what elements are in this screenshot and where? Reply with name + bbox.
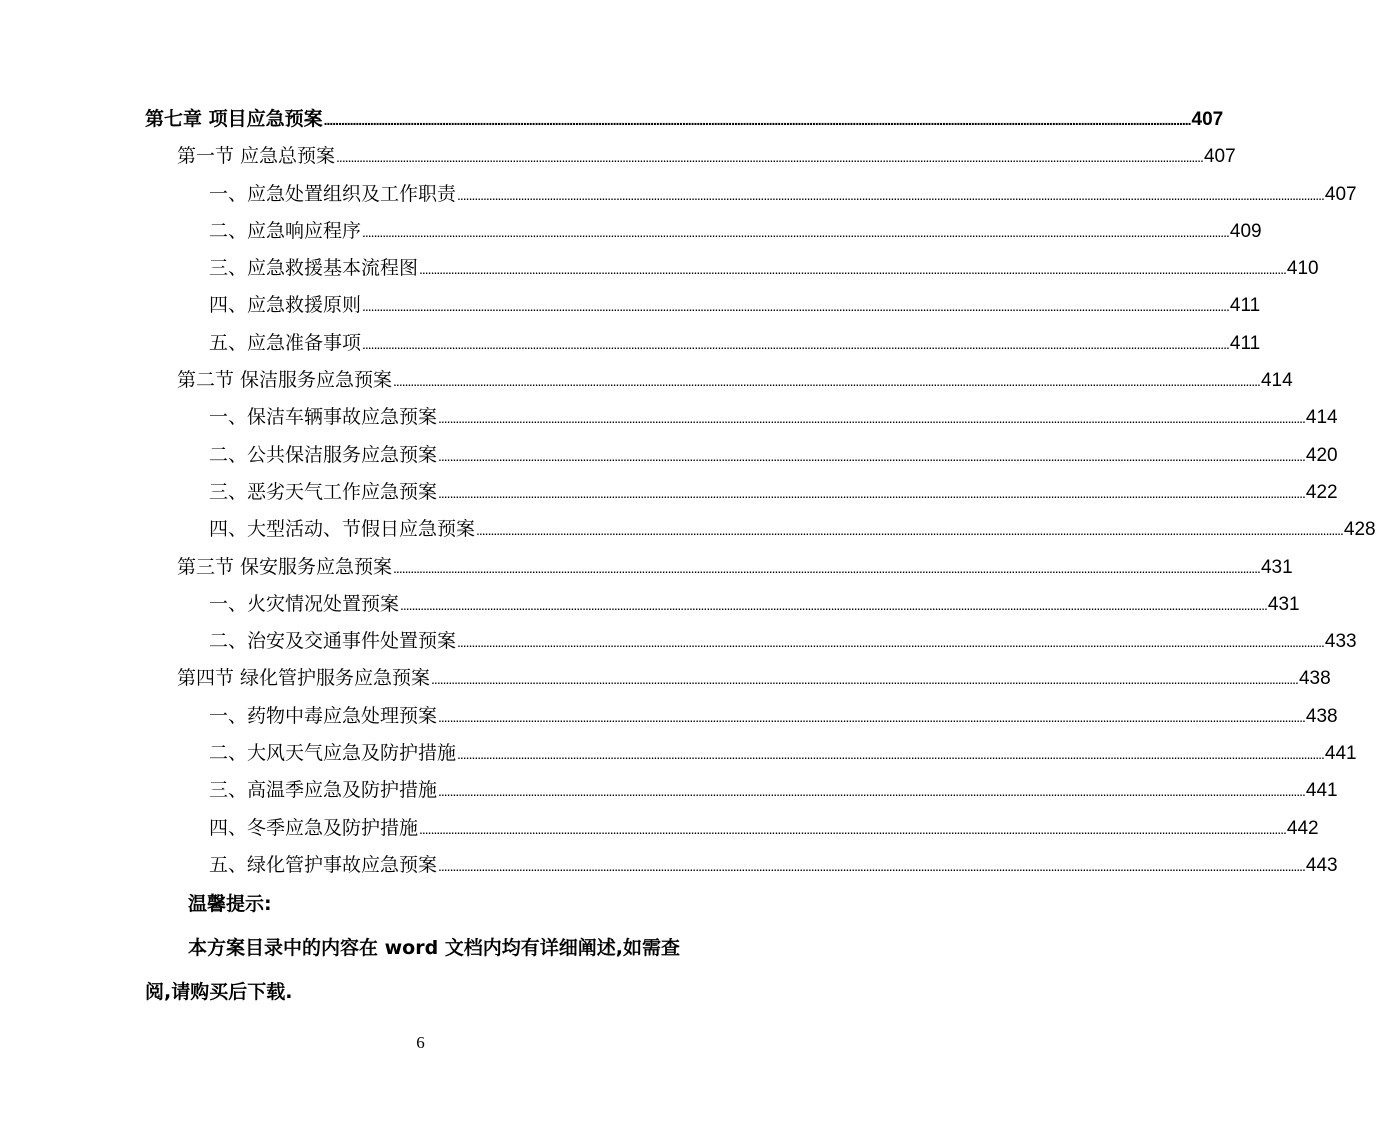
toc-entry[interactable] <box>145 402 1338 439</box>
toc-dot-leader: ............................................................................................................................................................................................................................................................................................................ <box>431 671 1298 688</box>
toc-dot-leader: ............................................................................................................................................................................................................................................................................................................ <box>336 149 1203 166</box>
toc-entry-page: 410 <box>1286 258 1319 280</box>
toc-entry[interactable] <box>145 589 1300 626</box>
toc-entry-title: 二、治安及交通事件处置预案 <box>209 630 457 653</box>
toc-entry-page: 420 <box>1305 444 1338 466</box>
toc-dot-leader: ............................................................................................................................................................................................................................................................................................................ <box>438 708 1305 725</box>
toc-entry-page: 414 <box>1305 407 1338 429</box>
toc-entry[interactable] <box>145 514 1376 551</box>
toc-entry-title: 一、药物中毒应急处理预案 <box>209 704 438 727</box>
toc-entry-title: 五、绿化管护事故应急预案 <box>209 853 438 876</box>
toc-entry-page: 438 <box>1305 705 1338 727</box>
toc-dot-leader: ............................................................................................................................................................................................................................................................................................................ <box>476 522 1343 539</box>
toc-entry-page: 441 <box>1324 743 1357 765</box>
toc-entry-title: 二、公共保洁服务应急预案 <box>209 443 438 466</box>
toc-entry-title: 一、保洁车辆事故应急预案 <box>209 406 438 429</box>
toc-entry-page: 441 <box>1305 780 1338 802</box>
toc-dot-leader: ............................................................................................................................................................................................................................................................................................................ <box>457 634 1324 651</box>
toc-dot-leader: ............................................................................................................................................................................................................................................................................................................ <box>438 484 1305 501</box>
toc-entry[interactable] <box>145 738 1357 775</box>
toc-entry-title: 五、应急准备事项 <box>209 331 362 354</box>
toc-entry-title: 第七章 项目应急预案 <box>145 108 323 130</box>
toc-entry-title: 第四节 绿化管护服务应急预案 <box>177 667 431 690</box>
toc-entry-page: 422 <box>1305 481 1338 503</box>
toc-entry-title: 第一节 应急总预案 <box>177 145 336 168</box>
toc-entry[interactable] <box>145 775 1338 812</box>
toc-entry[interactable] <box>145 701 1338 738</box>
toc-entry-title: 第二节 保洁服务应急预案 <box>177 369 393 392</box>
toc-entry-page: 409 <box>1229 220 1262 242</box>
toc-entry[interactable] <box>145 850 1338 887</box>
toc-entry-page: 407 <box>1191 109 1224 130</box>
toc-entry-page: 414 <box>1260 370 1293 392</box>
toc-dot-leader: ............................................................................................................................................................................................................................................................................................................ <box>438 447 1305 464</box>
toc-entry-page: 431 <box>1267 593 1300 615</box>
toc-entry-title: 四、冬季应急及防护措施 <box>209 816 419 839</box>
toc-entry[interactable] <box>145 440 1338 477</box>
toc-dot-leader: ............................................................................................................................................................................................................................................................................................................ <box>438 857 1305 874</box>
toc-entry[interactable] <box>145 663 1331 700</box>
toc-entry[interactable] <box>145 179 1357 216</box>
toc-entry[interactable] <box>145 626 1357 663</box>
toc-dot-leader: ............................................................................................................................................................................................................................................................................................................ <box>419 820 1286 837</box>
toc-entry-title: 三、恶劣天气工作应急预案 <box>209 480 438 503</box>
toc-entry-page: 428 <box>1343 519 1376 541</box>
toc-entry-title: 一、应急处置组织及工作职责 <box>209 182 457 205</box>
toc-dot-leader: ............................................................................................................................................................................................................................................................................................................ <box>323 112 1191 128</box>
toc-entry[interactable] <box>145 813 1319 850</box>
toc-entry-title: 三、应急救援基本流程图 <box>209 257 419 280</box>
toc-dot-leader: ............................................................................................................................................................................................................................................................................................................ <box>457 186 1324 203</box>
toc-dot-leader: ............................................................................................................................................................................................................................................................................................................ <box>419 261 1286 278</box>
toc-entry[interactable] <box>145 328 1261 365</box>
toc-entry[interactable] <box>145 253 1319 290</box>
toc-entry-page: 407 <box>1203 146 1236 168</box>
toc-dot-leader: ............................................................................................................................................................................................................................................................................................................ <box>457 746 1324 763</box>
toc-entry[interactable] <box>145 104 1224 141</box>
toc-entry-page: 443 <box>1305 854 1338 876</box>
toc-dot-leader: ............................................................................................................................................................................................................................................................................................................ <box>362 335 1229 352</box>
toc-entry-title: 第三节 保安服务应急预案 <box>177 555 393 578</box>
toc-dot-leader: ............................................................................................................................................................................................................................................................................................................ <box>393 559 1260 576</box>
toc-dot-leader: ............................................................................................................................................................................................................................................................................................................ <box>400 596 1267 613</box>
toc-entry-title: 三、高温季应急及防护措施 <box>209 779 438 802</box>
toc-entry-page: 411 <box>1229 332 1261 354</box>
toc-entry-page: 438 <box>1298 668 1331 690</box>
toc-dot-leader: ............................................................................................................................................................................................................................................................................................................ <box>393 373 1260 390</box>
toc-entry-title: 二、应急响应程序 <box>209 219 362 242</box>
toc-entry-title: 二、大风天气应急及防护措施 <box>209 742 457 765</box>
toc-dot-leader: ............................................................................................................................................................................................................................................................................................................ <box>438 783 1305 800</box>
toc-entry[interactable] <box>145 552 1293 589</box>
toc-entry[interactable] <box>145 216 1262 253</box>
table-of-contents <box>145 104 1376 887</box>
toc-entry-title: 四、应急救援原则 <box>209 294 362 317</box>
toc-entry[interactable] <box>145 365 1293 402</box>
toc-entry-title: 四、大型活动、节假日应急预案 <box>209 518 476 541</box>
toc-dot-leader: ............................................................................................................................................................................................................................................................................................................ <box>438 410 1305 427</box>
toc-entry-page: 442 <box>1286 817 1319 839</box>
toc-entry[interactable] <box>145 290 1261 327</box>
toc-dot-leader: ............................................................................................................................................................................................................................................................................................................ <box>362 223 1229 240</box>
tip-body: 本方案目录中的内容在 word 文档内均有详细阐述,如需查阅,请购买后下载. <box>145 937 681 1003</box>
toc-entry[interactable] <box>145 141 1236 178</box>
toc-entry-title: 一、火灾情况处置预案 <box>209 592 400 615</box>
toc-entry-page: 431 <box>1260 556 1293 578</box>
toc-dot-leader: ............................................................................................................................................................................................................................................................................................................ <box>362 298 1229 315</box>
tip-heading: 温馨提示: <box>188 893 272 915</box>
toc-entry-page: 407 <box>1324 183 1357 205</box>
page-number: 6 <box>416 1033 425 1052</box>
toc-entry-page: 411 <box>1229 295 1261 317</box>
toc-entry[interactable] <box>145 477 1338 514</box>
toc-entry-page: 433 <box>1324 631 1357 653</box>
